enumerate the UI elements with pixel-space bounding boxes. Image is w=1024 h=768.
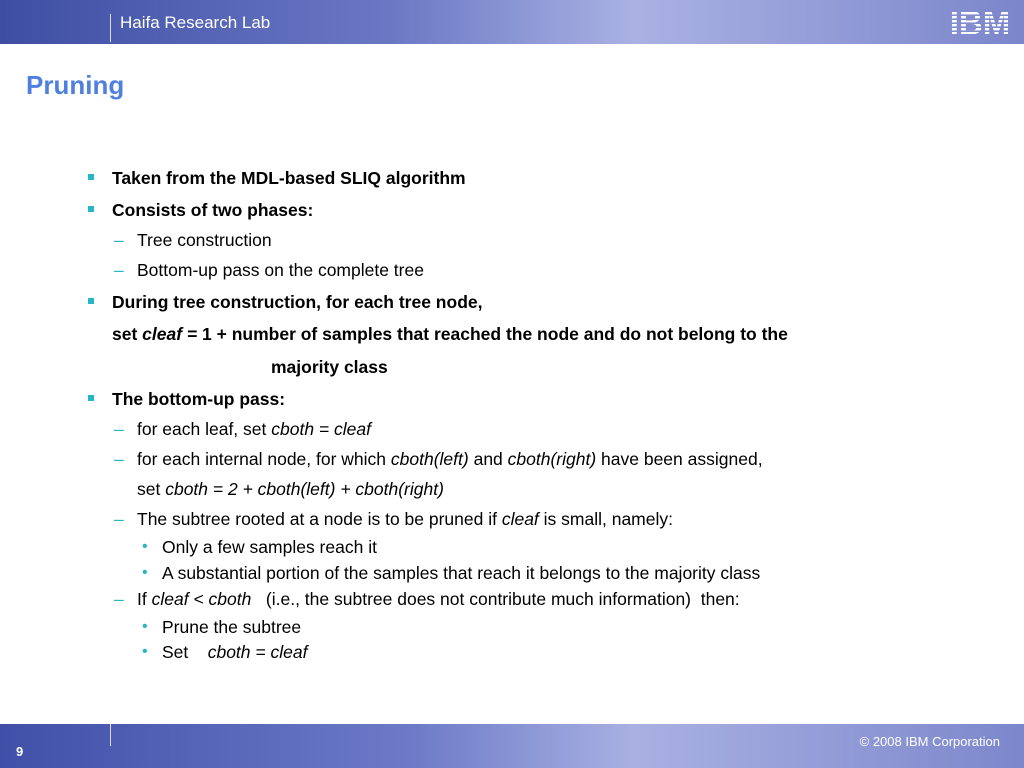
if-rule: If cleaf < cboth (i.e., the subtree does not contribute much information) then:	[137, 589, 740, 609]
dot-bullet-icon: •	[142, 618, 148, 635]
header-separator	[110, 14, 111, 42]
dash-icon: –	[114, 260, 124, 280]
majority-item: A substantial portion of the samples that reach it belongs to the majority class	[162, 563, 761, 583]
bullet-phases: Consists of two phases:	[112, 200, 314, 220]
dot-bullet-icon: •	[142, 564, 148, 581]
bullet-construction: During tree construction, for each tree node,	[112, 292, 483, 312]
bullet-square-icon	[88, 395, 94, 401]
footer-bar	[0, 724, 1024, 768]
cleaf-definition-cont: majority class	[271, 357, 388, 377]
phase-tree-construction: Tree construction	[137, 230, 272, 250]
page-number: 9	[16, 744, 24, 759]
dash-icon: –	[114, 589, 124, 609]
cleaf-formula: 1 + number of samples that reached the node and do not belong to the	[202, 324, 788, 344]
set-word: set	[112, 324, 138, 344]
bullet-bottom-up: The bottom-up pass:	[112, 389, 286, 409]
cleaf-var: cleaf =	[142, 324, 198, 344]
internal-node-rule: for each internal node, for which cboth(left) and cboth(right) have been assigned,	[137, 449, 763, 469]
few-samples-item: Only a few samples reach it	[162, 537, 377, 557]
lab-name: Haifa Research Lab	[120, 13, 271, 32]
ibm-logo-icon	[944, 4, 1016, 38]
prune-condition: The subtree rooted at a node is to be pruned if cleaf is small, namely:	[137, 509, 673, 529]
copyright: © 2008 IBM Corporation	[859, 734, 1000, 749]
dash-icon: –	[114, 509, 124, 529]
bullet-square-icon	[88, 298, 94, 304]
phase-bottom-up: Bottom-up pass on the complete tree	[137, 260, 424, 280]
prune-item: Prune the subtree	[162, 617, 302, 637]
dash-icon: –	[114, 230, 124, 250]
dash-icon: –	[114, 449, 124, 469]
leaf-rule: for each leaf, set cboth = cleaf	[137, 419, 371, 439]
page-title: Pruning	[26, 70, 125, 100]
cboth-formula: set cboth = 2 + cboth(left) + cboth(right)	[137, 479, 444, 499]
ibm-logo-text: IBM	[949, 4, 1011, 38]
dot-bullet-icon: •	[142, 643, 148, 660]
bullet-mdl: Taken from the MDL-based SLIQ algorithm	[112, 168, 466, 188]
dash-icon: –	[114, 419, 124, 439]
cleaf-definition	[112, 324, 788, 344]
bullet-square-icon	[88, 174, 94, 180]
bullet-square-icon	[88, 206, 94, 212]
dot-bullet-icon: •	[142, 538, 148, 555]
set-cboth-item: Set cboth = cleaf	[162, 642, 308, 662]
footer-separator	[110, 724, 111, 746]
header-bar	[0, 0, 1024, 44]
